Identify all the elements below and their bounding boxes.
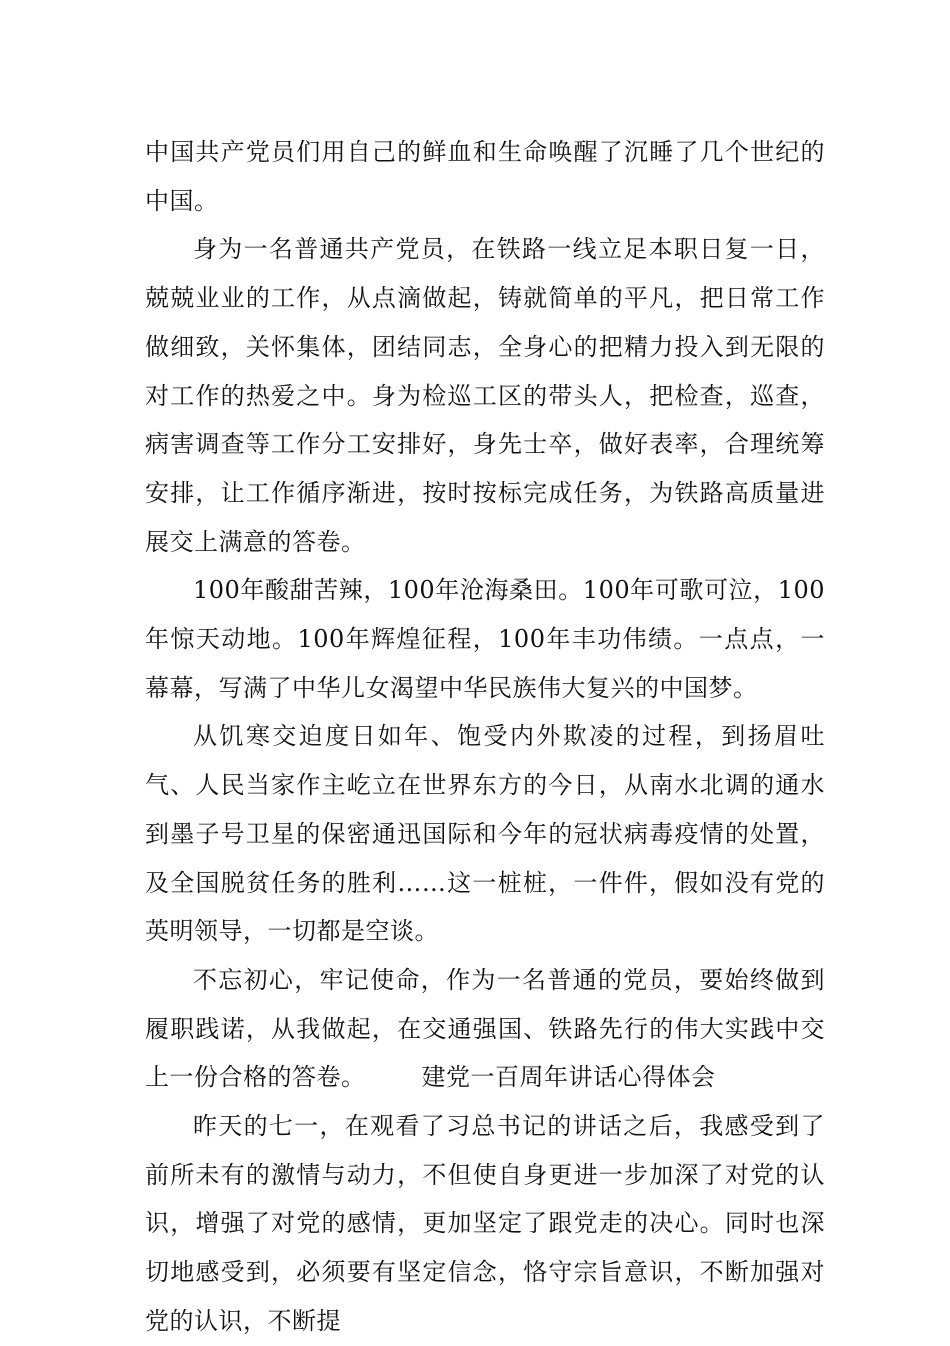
paragraph-4: 从饥寒交迫度日如年、饱受内外欺凌的过程，到扬眉吐气、人民当家作主屹立在世界东方的今日，从南水北调的通水到墨子号卫星的保密通迅国际和今年的冠状病毒疫情的处置，及全国脱贫任务的胜利……这一桩桩，一件件，假如没有党的英明领导，一切都是空谈。 [145, 722, 825, 946]
paragraph-5 [145, 956, 825, 1102]
paragraph-5-text: 不忘初心，牢记使命，作为一名普通的党员，要始终做到履职践诺，从我做起，在交通强国、铁路先行的伟大实践中交上一份合格的答卷。 [145, 965, 825, 1092]
paragraph-1: 中国共产党员们用自己的鲜血和生命唤醒了沉睡了几个世纪的中国。 [145, 138, 825, 215]
document-body [145, 128, 825, 1346]
section-heading: 建党一百周年讲话心得体会 [421, 1063, 716, 1092]
paragraph-2: 身为一名普通共产党员，在铁路一线立足本职日复一日，兢兢业业的工作，从点滴做起，铸就简单的平凡，把日常工作做细致，关怀集体，团结同志，全身心的把精力投入到无限的对工作的热爱之中。身为检巡工区的带头人，把检查，巡查，病害调查等工作分工安排好，身先士卒，做好表率，合理统筹安排，让工作循序渐进，按时按标完成任务，为铁路高质量进展交上满意的答卷。 [145, 235, 825, 556]
paragraph-6: 昨天的七一，在观看了习总书记的讲话之后，我感受到了前所未有的激情与动力，不但使自身更进一步加深了对党的认识，增强了对党的感情，更加坚定了跟党走的决心。同时也深切地感受到，必须要有坚定信念，恪守宗旨意识，不断加强对党的认识，不断提 [145, 1112, 825, 1335]
paragraph-3: 100年酸甜苦辣，100年沧海桑田。100年可歌可泣，100年惊天动地。100年辉煌征程，100年丰功伟绩。一点点，一幕幕，写满了中华儿女渴望中华民族伟大复兴的中国梦。 [145, 576, 825, 702]
